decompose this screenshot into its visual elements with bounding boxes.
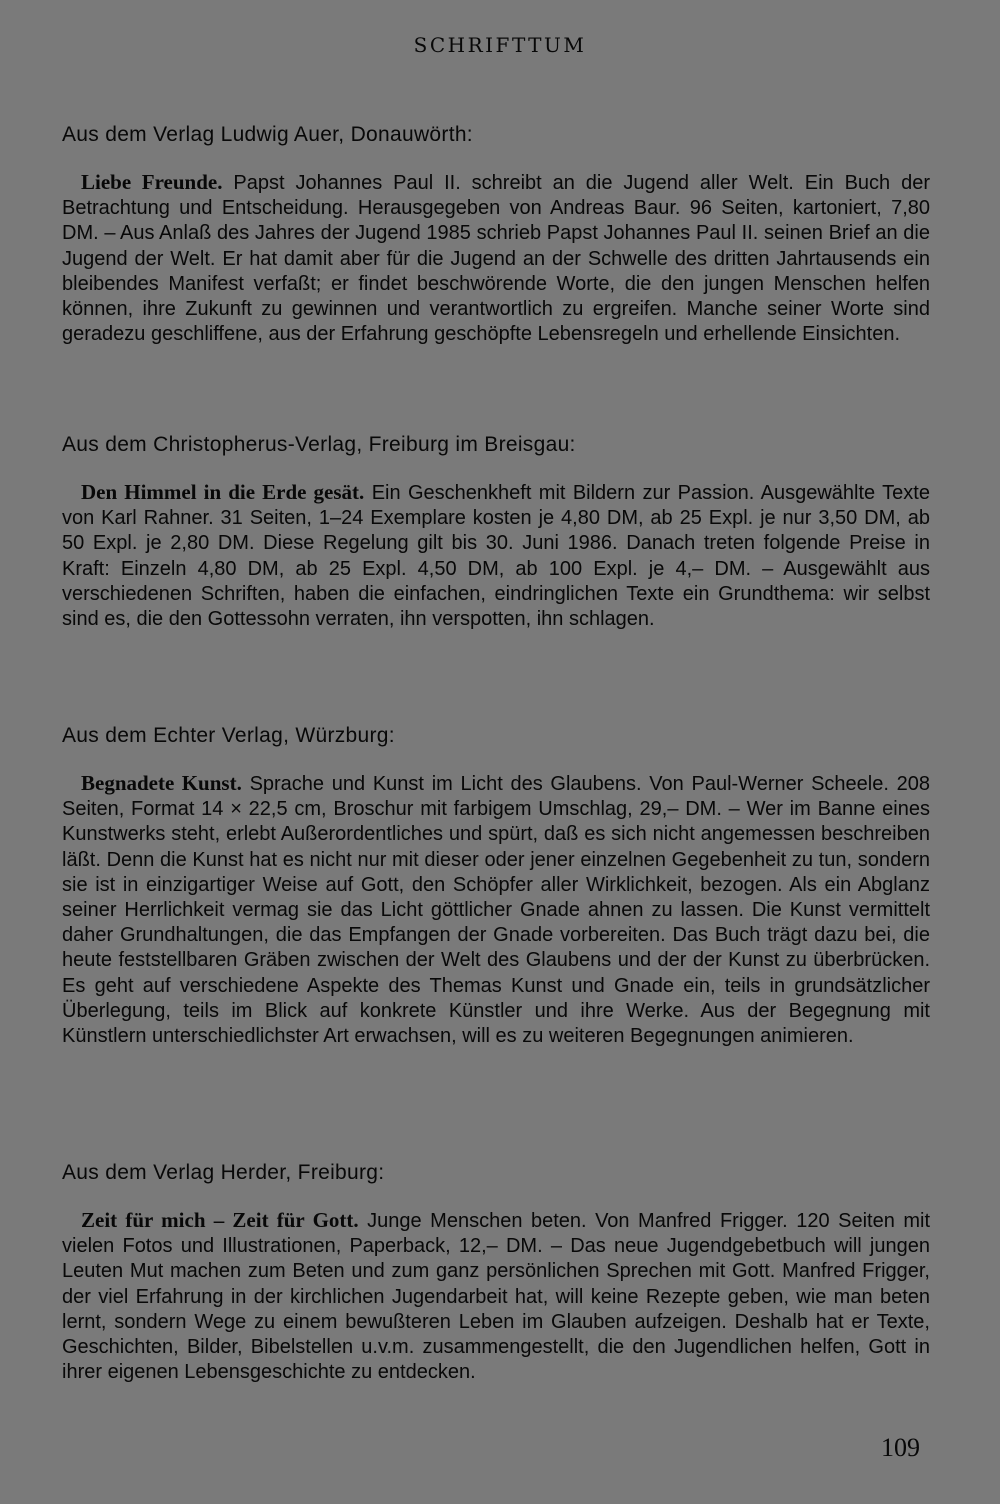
book-title: Zeit für mich – Zeit für Gott.: [81, 1208, 359, 1232]
book-title: Liebe Freunde.: [81, 170, 223, 194]
review-paragraph: [62, 480, 930, 632]
publisher-heading: Aus dem Verlag Ludwig Auer, Donauwörth:: [62, 123, 473, 146]
review-paragraph: [62, 771, 930, 1049]
book-title: Begnadete Kunst.: [81, 771, 242, 795]
review-paragraph: [62, 1208, 930, 1385]
review-section-echter: [62, 723, 930, 1049]
review-text: Sprache und Kunst im Licht des Glaubens. Von Paul-Werner Scheele. 208 Seiten, Format 14 × 22,5 cm, Broschur mit farbigem Umschlag, 29,– DM. – Wer im Banne eines Kunstwerks steht, erlebt Außerordentliches und spürt, daß es sich nicht angemessen beschreiben läßt. Denn die Kunst hat es nicht nur mit dieser oder jener einzelnen Gegebenheit zu tun, sondern sie ist in einzigartiger Weise auf Gott, den Schöpfer aller Wirklichkeit, bezogen. Als ein Abglanz seiner Herrlichkeit vermag sie das Licht göttlicher Gnade ahnen zu lassen. Die Kunst vermittelt daher Grundhaltungen, die das Empfangen der Gnade vorbereiten. Das Buch trägt dazu bei, die heute feststellbaren Gräben zwischen der Welt des Glaubens und der der Kunst zu überbrücken. Es geht auf verschiedene Aspekte des Themas Kunst und Gnade ein, teils in grundsätzlicher Überlegung, teils im Blick auf konkrete Künstler und ihre Werke. Aus der Begegnung mit Künstlern unterschiedlichster Art erwachsen, will es zu weiteren Begegnungen animieren.: [62, 773, 931, 1048]
publisher-heading: Aus dem Verlag Herder, Freiburg:: [62, 1161, 385, 1184]
review-paragraph: [62, 170, 930, 347]
review-text: Junge Menschen beten. Von Manfred Frigger. 120 Seiten mit vielen Fotos und Illustrationen, Paperback, 12,– DM. – Das neue Jugendgebetbuch will jungen Leuten Mut machen zum Beten und zum ganz persönlichen Sprechen mit Gott. Manfred Frigger, der viel Erfahrung in der kirchlichen Jugendarbeit hat, will keine Rezepte geben, wie man beten lernt, sondern Wege zu einem bewußteren Leben im Glauben aufzeigen. Deshalb hat er Texte, Geschichten, Bilder, Bibelstellen u.v.m. zusammengestellt, die den Jugendlichen helfen, Gott in ihrer eigenen Lebensgeschichte zu entdecken.: [62, 1210, 931, 1384]
review-text: Papst Johannes Paul II. schreibt an die Jugend aller Welt. Ein Buch der Betrachtung und Entscheidung. Herausgegeben von Andreas Baur. 96 Seiten, kartoniert, 7,80 DM. – Aus Anlaß des Jahres der Jugend 1985 schrieb Papst Johannes Paul II. seinen Brief an die Jugend der Welt. Er hat damit aber für die Jugend an der Schwelle des dritten Jahrtausends ein bleibendes Manifest verfaßt; er findet beschwörende Worte, die den jungen Menschen helfen können, ihre Zukunft zu gewinnen und verantwortlich zu ergreifen. Manche seiner Worte sind geradezu geschliffene, aus der Erfahrung geschöpfte Lebensregeln und erhellende Einsichten.: [62, 172, 930, 346]
running-head: SCHRIFTTUM: [413, 33, 587, 57]
review-text: Ein Geschenkheft mit Bildern zur Passion. Ausgewählte Texte von Karl Rahner. 31 Seiten, 1–24 Exemplare kosten je 4,80 DM, ab 25 Expl. je nur 3,50 DM, ab 50 Expl. je 2,80 DM. Diese Regelung gilt bis 30. Juni 1986. Danach treten folgende Preise in Kraft: Einzeln 4,80 DM, ab 25 Expl. 4,50 DM, ab 100 Expl. je 4,– DM. – Ausgewählt aus verschiedenen Schriften, haben die einfachen, eindringlichen Texte ein Grundthema: wir selbst sind es, die den Gottessohn verraten, ihn verspotten, ihn schlagen.: [62, 482, 930, 631]
publisher-heading: Aus dem Echter Verlag, Würzburg:: [62, 724, 395, 747]
book-title: Den Himmel in die Erde gesät.: [81, 480, 365, 504]
review-section-herder: [62, 1160, 930, 1385]
publisher-heading: Aus dem Christopherus-Verlag, Freiburg im Breisgau:: [62, 433, 576, 456]
review-section-auer: [62, 122, 930, 347]
page-number: 109: [881, 1433, 920, 1462]
review-section-christopherus: [62, 432, 930, 632]
